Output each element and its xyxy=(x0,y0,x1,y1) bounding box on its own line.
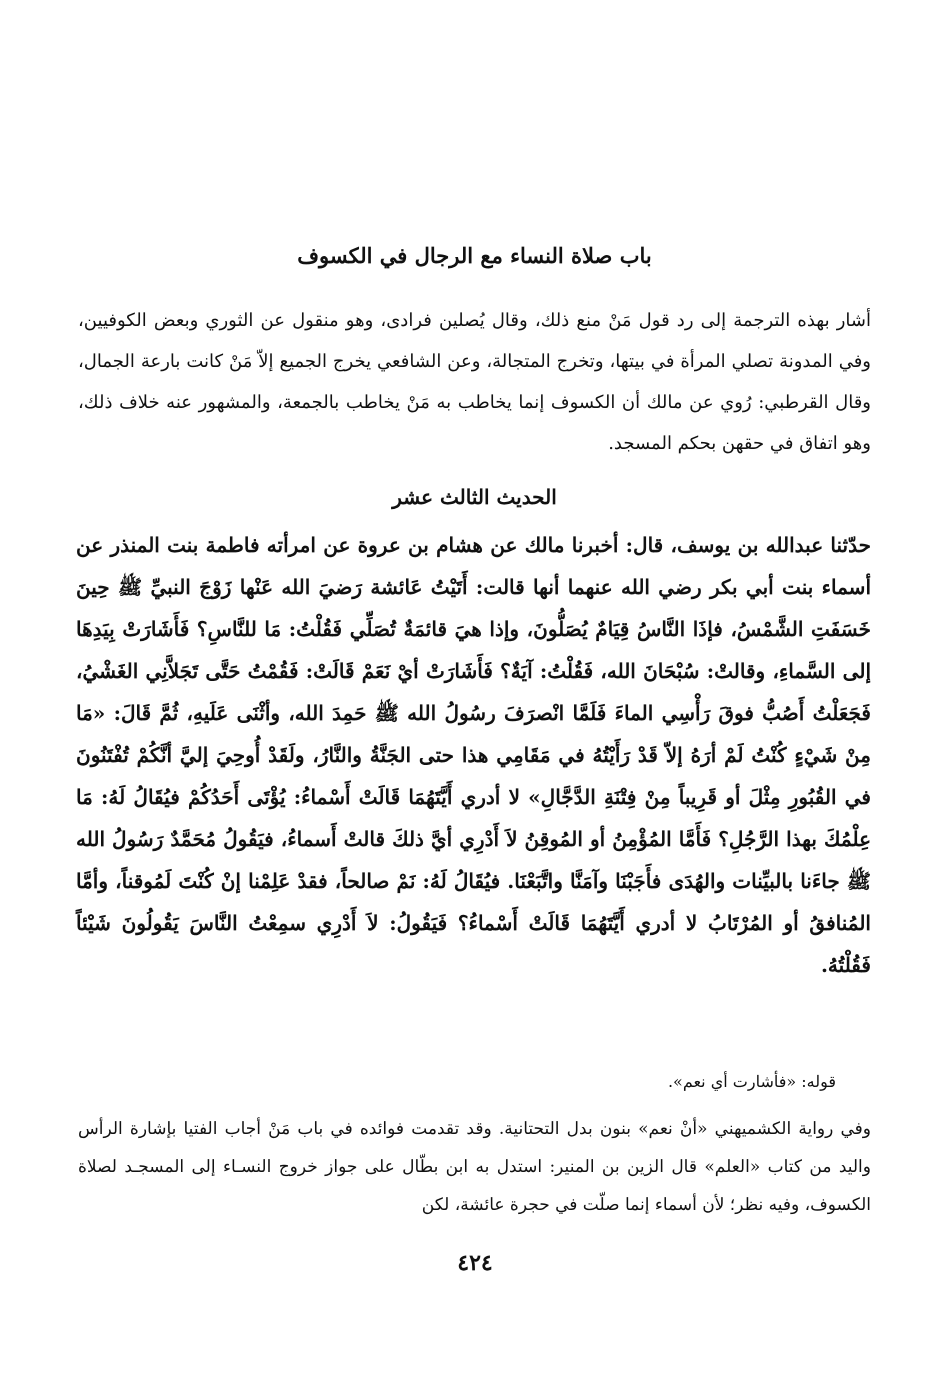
intro-paragraph: أشار بهذه الترجمة إلى رد قول مَنْ منع ذلك، وقال يُصلين فرادى، وهو منقول عن الثوري وبعض الكوفيين، وفي المدونة تصلي المرأة في بيتها، وتخرج المتجالة، وعن الشافعي يخرج الجميع إلاّ مَنْ كانت بارعة الجمال، وقال القرطبي: رُوي عن مالك أن الكسوف إنما يخاطب به مَنْ يخاطب بالجمعة، والمشهور عنه خلاف ذلك، وهو اتفاق في حقهن بحكم المسجد. xyxy=(78,310,871,454)
commentary-quote: قوله: «فأشارت أي نعم». xyxy=(667,1072,836,1091)
hadith-text: حدّثنا عبدالله بن يوسف، قال: أخبرنا مالك عن هشام بن عروة عن امرأته فاطمة بنت المنذر عن أسماء بنت أبي بكر رضي الله عنهما أنها قالت: أَتَيْتُ عَائشة رَضيَ الله عَنْها زَوْجَ النبيِّ ﷺ حِينَ خَسَفَتِ الشَّمْسُ، فإذَا النَّاسُ قِيَامٌ يُصَلُّونَ، وإذا هيَ قائمَةٌ تُصَلِّي فَقُلْتُ: مَا للنَّاسِ؟ فَأَشَارَتْ بِيَدِهَا إلى السَّماءِ، وقالتْ: سُبْحَانَ الله، فَقُلْتُ: آيَةٌ؟ فَأَشَارَتْ أيْ نَعَمْ قَالَتْ: فَقُمْتُ حَتَّى تَجَلاَّنِي الغَشْيُ، فَجَعَلْتُ أَصُبُّ فوقَ رَأْسِي الماءَ فَلَمَّا انْصرَفَ رسُولُ الله ﷺ حَمِدَ الله، وأثْنَى عَلَيهِ، ثُمَّ قَالَ: «مَا مِنْ شَيْءٍ كُنْتُ لَمْ أرَهُ إلاّ قَدْ رَأَيْتُهُ في مَقَامِي هذا حتى الجَنَّةُ والنَّارُ، ولَقَدْ أُوحِيَ إليَّ أنَّكُمْ تُفْتَنُونَ في القُبُورِ مِثْلَ أو قَرِيباً مِنْ فِتْنَةِ الدَّجَّالِ» لا أدري أَيَّتَهُمَا قَالَتْ أَسْماءُ: يُؤْتَى أَحَدُكُمْ فيُقَالُ لَهُ: مَا عِلْمُكَ بهذا الرَّجُلِ؟ فَأَمَّا المُؤْمِنُ أو المُوقِنُ لاَ أَدْرِي أيَّ ذلكَ قالتْ أَسماءُ، فيَقُولُ مُحَمَّدٌ رَسُولُ الله ﷺ جاءَنا بالبيِّنات والهُدَى فأَجَبْنَا وآمَنَّا واتَّبَعْنَا. فيُقَالُ لَهُ: نَمْ صالحاً، فقدْ عَلِمْنا إنْ كُنْتَ لَمُوقناً، وأمَّا المُنافقُ أو المُرْتَابُ لا أدري أَيَّتَهُمَا قَالَتْ أَسْماءُ؟ فَيَقُولُ: لاَ أَدْرِي سمِعْتُ النَّاسَ يَقُولُونَ شَيْئاً فَقُلْتُهُ. xyxy=(76,533,872,977)
commentary-paragraph: وفي رواية الكشميهني «أنْ نعم» بنون بدل التحتانية. وقد تقدمت فوائده في باب مَنْ أجاب الفتيا بإشارة الرأس واليد من كتاب «العلم» قال الزين بن المنير: استدل به ابن بطّال على جواز خروج النسـاء إلى المسجـد لصلاة الكسوف، وفيه نظر؛ لأن أسماء إنما صلّت في حجرة عائشة، لكن xyxy=(78,1119,871,1215)
page-number: ٤٢٤ xyxy=(457,1250,493,1276)
hadith-title: الحديث الثالث عشر xyxy=(392,485,557,509)
chapter-title: باب صلاة النساء مع الرجال في الكسوف xyxy=(297,243,652,268)
